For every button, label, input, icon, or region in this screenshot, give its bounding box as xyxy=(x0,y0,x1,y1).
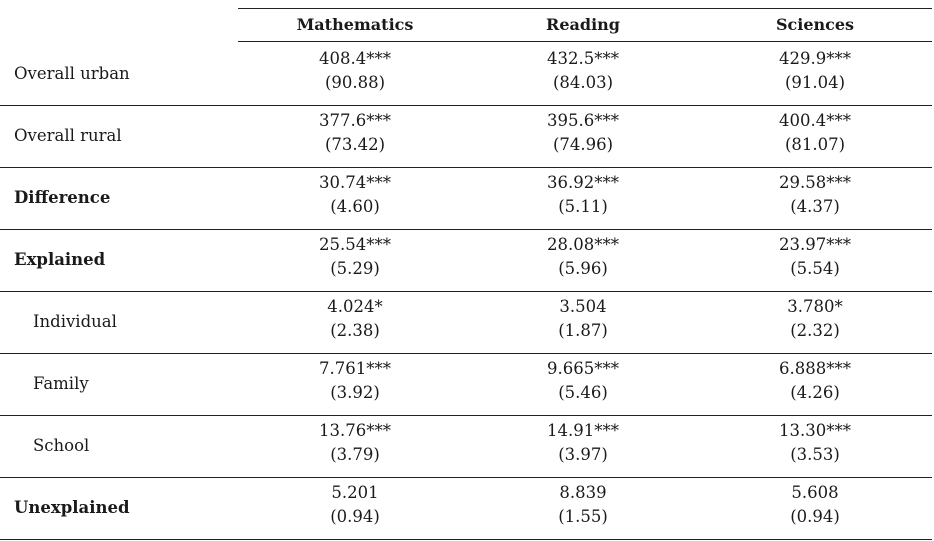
cell-mathematics xyxy=(283,109,427,157)
estimate-value: 23.97*** xyxy=(779,235,851,254)
row-label: Unexplained xyxy=(14,498,130,517)
cell-sciences xyxy=(743,357,887,405)
table-row xyxy=(0,353,932,416)
table-row xyxy=(0,167,932,230)
standard-error-value: (84.03) xyxy=(552,73,614,92)
cell-sciences xyxy=(743,171,887,219)
cell-sciences xyxy=(743,295,887,343)
table-header xyxy=(238,8,932,42)
row-label: Difference xyxy=(14,188,111,207)
column-header-mathematics: Mathematics xyxy=(296,15,414,34)
row-label: School xyxy=(33,436,90,455)
standard-error-value: (3.92) xyxy=(330,383,380,402)
estimate-value: 395.6*** xyxy=(547,111,619,130)
estimate-value: 28.08*** xyxy=(547,235,619,254)
cell-mathematics xyxy=(283,419,427,467)
table-row xyxy=(0,105,932,168)
estimate-value: 29.58*** xyxy=(779,173,851,192)
cell-reading xyxy=(511,481,655,529)
standard-error-value: (90.88) xyxy=(324,73,386,92)
standard-error-value: (74.96) xyxy=(552,135,614,154)
estimate-value: 3.780* xyxy=(787,297,843,316)
estimate-value: 432.5*** xyxy=(547,49,619,68)
standard-error-value: (1.55) xyxy=(558,507,608,526)
cell-reading xyxy=(511,233,655,281)
cell-sciences xyxy=(743,481,887,529)
row-label: Individual xyxy=(33,312,117,331)
cell-reading xyxy=(511,419,655,467)
cell-mathematics xyxy=(283,47,427,95)
standard-error-value: (3.97) xyxy=(558,445,608,464)
cell-mathematics xyxy=(283,171,427,219)
estimate-value: 25.54*** xyxy=(319,235,391,254)
estimate-value: 4.024* xyxy=(327,297,383,316)
column-header-sciences: Sciences xyxy=(775,15,855,34)
estimate-value: 36.92*** xyxy=(547,173,619,192)
cell-mathematics xyxy=(283,295,427,343)
standard-error-value: (5.11) xyxy=(558,197,608,216)
column-header-reading: Reading xyxy=(546,15,620,34)
standard-error-value: (73.42) xyxy=(324,135,386,154)
standard-error-value: (3.53) xyxy=(790,445,840,464)
cell-sciences xyxy=(743,109,887,157)
standard-error-value: (4.37) xyxy=(790,197,840,216)
estimate-value: 400.4*** xyxy=(779,111,851,130)
estimate-value: 30.74*** xyxy=(319,173,391,192)
standard-error-value: (91.04) xyxy=(784,73,846,92)
cell-sciences xyxy=(743,419,887,467)
row-label: Explained xyxy=(14,250,106,269)
cell-sciences xyxy=(743,233,887,281)
standard-error-value: (5.29) xyxy=(330,259,380,278)
standard-error-value: (4.26) xyxy=(790,383,840,402)
estimate-value: 13.76*** xyxy=(319,421,391,440)
standard-error-value: (5.54) xyxy=(790,259,840,278)
estimate-value: 5.608 xyxy=(791,483,839,502)
estimate-value: 9.665*** xyxy=(547,359,619,378)
standard-error-value: (0.94) xyxy=(330,507,380,526)
estimate-value: 3.504 xyxy=(559,297,607,316)
cell-reading xyxy=(511,295,655,343)
table-row xyxy=(0,229,932,292)
standard-error-value: (4.60) xyxy=(330,197,380,216)
standard-error-value: (2.32) xyxy=(790,321,840,340)
table-row xyxy=(0,415,932,478)
cell-reading xyxy=(511,357,655,405)
standard-error-value: (5.96) xyxy=(558,259,608,278)
table-row xyxy=(0,477,932,540)
estimate-value: 7.761*** xyxy=(319,359,391,378)
standard-error-value: (1.87) xyxy=(558,321,608,340)
estimate-value: 8.839 xyxy=(559,483,607,502)
estimate-value: 13.30*** xyxy=(779,421,851,440)
table-row xyxy=(0,291,932,354)
cell-reading xyxy=(511,109,655,157)
estimate-value: 5.201 xyxy=(331,483,379,502)
row-label: Overall rural xyxy=(14,126,122,145)
table-row xyxy=(0,43,932,106)
cell-mathematics xyxy=(283,233,427,281)
cell-reading xyxy=(511,171,655,219)
cell-sciences xyxy=(743,47,887,95)
cell-reading xyxy=(511,47,655,95)
standard-error-value: (0.94) xyxy=(790,507,840,526)
row-label: Family xyxy=(33,374,89,393)
cell-mathematics xyxy=(283,357,427,405)
standard-error-value: (5.46) xyxy=(558,383,608,402)
standard-error-value: (3.79) xyxy=(330,445,380,464)
row-label: Overall urban xyxy=(14,64,130,83)
estimate-value: 377.6*** xyxy=(319,111,391,130)
estimate-value: 14.91*** xyxy=(547,421,619,440)
cell-mathematics xyxy=(283,481,427,529)
estimate-value: 429.9*** xyxy=(779,49,851,68)
standard-error-value: (2.38) xyxy=(330,321,380,340)
estimate-value: 6.888*** xyxy=(779,359,851,378)
standard-error-value: (81.07) xyxy=(784,135,846,154)
estimate-value: 408.4*** xyxy=(319,49,391,68)
